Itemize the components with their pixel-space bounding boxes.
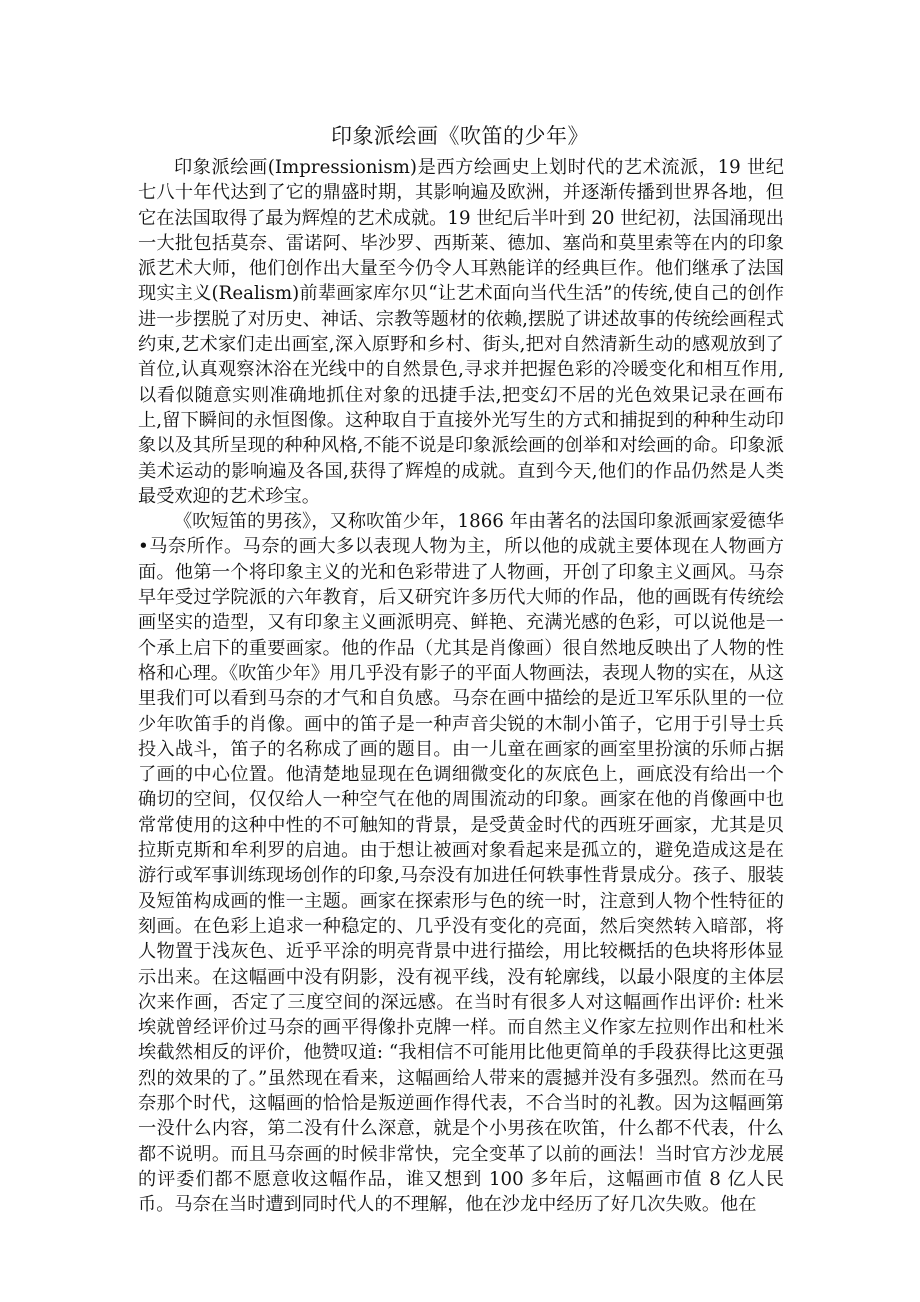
paragraph-impressionism-intro: 印象派绘画(Impressionism)是西方绘画史上划时代的艺术流派，19 世纪七八十年代达到了它的鼎盛时期，其影响遍及欧洲，并逐渐传播到世界各地，但它在法国取得了最为辉煌的艺术成就。19 世纪后半叶到 20 世纪初，法国涌现出一大批包括莫奈、雷诺阿、毕沙罗、西斯莱、德加、塞尚和莫里索等在内的印象派艺术大师，他们创作出大量至今仍令人耳熟能详的经典巨作。他们继承了法国现实主义(Realism)前辈画家库尔贝“让艺术面向当代生活”的传统,使自己的创作进一步摆脱了对历史、神话、宗教等题材的依赖,摆脱了讲述故事的传统绘画程式约束,艺术家们走出画室,深入原野和乡村、街头,把对自然清新生动的感观放到了首位,认真观察沐浴在光线中的自然景色,寻求并把握色彩的冷暖变化和相互作用,以看似随意实则准确地抓住对象的迅捷手法,把变幻不居的光色效果记录在画布上,留下瞬间的永恒图像。这种取自于直接外光写生的方式和捕捉到的种种生动印象以及其所呈现的种种风格,不能不说是印象派绘画的创举和对绘画的命。印象派美术运动的影响遍及各国,获得了辉煌的成就。直到今天,他们的作品仍然是人类最受欢迎的艺术珍宝。 bbox=[138, 157, 784, 507]
page-title: 印象派绘画《吹笛的少年》 bbox=[331, 124, 589, 148]
paragraph-fifer-boy: 《吹短笛的男孩》，又称吹笛少年，1866 年由著名的法国印象派画家爱德华•马奈所作。马奈的画大多以表现人物为主，所以他的成就主要体现在人物画方面。他第一个将印象主义的光和色彩带进了人物画，开创了印象主义画风。马奈早年受过学院派的六年教育，后又研究许多历代大师的作品，他的画既有传统绘画坚实的造型，又有印象主义画派明亮、鲜艳、充满光感的色彩，可以说他是一个承上启下的重要画家。他的作品（尤其是肖像画）很自然地反映出了人物的性格和心理。《吹笛少年》用几乎没有影子的平面人物画法，表现人物的实在，从这里我们可以看到马奈的才气和自负感。马奈在画中描绘的是近卫军乐队里的一位少年吹笛手的肖像。画中的笛子是一种声音尖锐的木制小笛子，它用于引导士兵投入战斗，笛子的名称成了画的题目。由一儿童在画家的画室里扮演的乐师占据了画的中心位置。他清楚地显现在色调细微变化的灰底色上，画底没有给出一个确切的空间，仅仅给人一种空气在他的周围流动的印象。画家在他的肖像画中也常常使用的这种中性的不可触知的背景，是受黄金时代的西班牙画家，尤其是贝拉斯克斯和牟利罗的启迪。由于想让被画对象看起来是孤立的，避免造成这是在游行或军事训练现场创作的印象,马奈没有加进任何轶事性背景成分。孩子、服装及短笛构成画的惟一主题。画家在探索形与色的统一时，注意到人物个性特征的刻画。在色彩上追求一种稳定的、几乎没有变化的亮面，然后突然转入暗部，将人物置于浅灰色、近乎平涂的明亮背景中进行描绘，用比较概括的色块将形体显示出来。在这幅画中没有阴影，没有视平线，没有轮廓线，以最小限度的主体层次来作画，否定了三度空间的深远感。在当时有很多人对这幅画作出评价: 杜米埃就曾经评价过马奈的画平得像扑克牌一样。而自然主义作家左拉则作出和杜米埃截然相反的评价，他赞叹道: “我相信不可能用比他更简单的手段获得比这更强烈的效果的了。”虽然现在看来，这幅画给人带来的震撼并没有多强烈。然而在马奈那个时代，这幅画的恰恰是叛逆画作得代表，不合当时的礼教。因为这幅画第一没什么内容，第二没有什么深意，就是个小男孩在吹笛，什么都不代表，什么都不说明。而且马奈画的时候非常快，完全变革了以前的画法！当时官方沙龙展的评委们都不愿意收这幅作品，谁又想到 100 多年后，这幅画市值 8 亿人民币。马奈在当时遭到同时代人的不理解，他在沙龙中经历了好几次失败。他在 bbox=[138, 511, 784, 1216]
document-body bbox=[138, 155, 784, 1217]
